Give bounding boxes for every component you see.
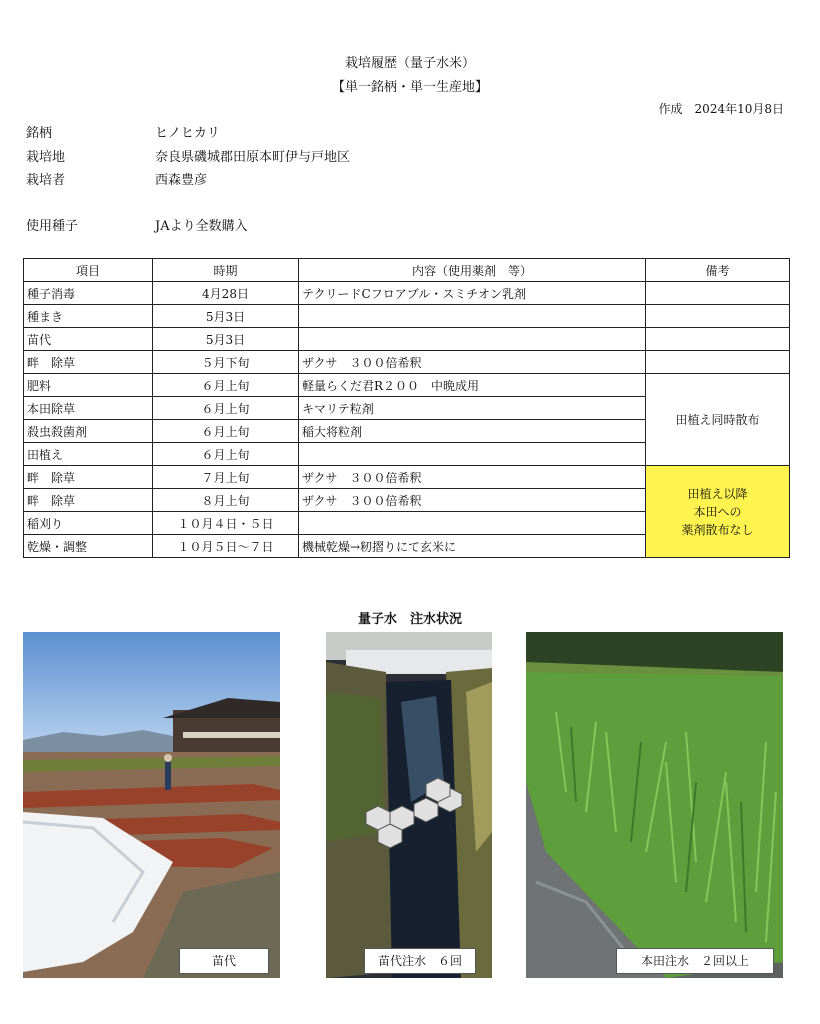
info-label-grower: 栽培者 bbox=[26, 173, 66, 188]
cell-note bbox=[646, 282, 790, 305]
cell-note bbox=[646, 351, 790, 374]
cell-note bbox=[646, 328, 790, 351]
cell-item: 畔 除草 bbox=[24, 351, 153, 374]
cell-item: 田植え bbox=[24, 443, 153, 466]
info-label-brand: 銘柄 bbox=[26, 126, 53, 141]
note-simultaneous-spray: 田植え同時散布 bbox=[646, 374, 790, 466]
cell-content: 軽量らくだ君R２００ 中晩成用 bbox=[299, 374, 646, 397]
cell-item: 乾燥・調整 bbox=[24, 535, 153, 558]
cell-item: 種子消毒 bbox=[24, 282, 153, 305]
header-note: 備考 bbox=[646, 259, 790, 282]
cell-item: 稲刈り bbox=[24, 512, 153, 535]
cell-item: 肥料 bbox=[24, 374, 153, 397]
info-value-location: 奈良県磯城郡田原本町伊与戸地区 bbox=[155, 150, 351, 165]
cell-period: ８月上旬 bbox=[153, 489, 299, 512]
info-value-grower: 西森豊彦 bbox=[155, 173, 208, 188]
info-label-seed: 使用種子 bbox=[26, 219, 79, 234]
cell-item: 畔 除草 bbox=[24, 489, 153, 512]
cell-content bbox=[299, 512, 646, 535]
paddy-water-caption: 本田注水 ２回以上 bbox=[616, 948, 774, 974]
cell-content: キマリテ粒剤 bbox=[299, 397, 646, 420]
table-row bbox=[24, 351, 790, 374]
note-no-spray-highlight bbox=[646, 466, 790, 558]
info-value-brand: ヒノヒカリ bbox=[155, 126, 220, 141]
table-row bbox=[24, 305, 790, 328]
document-subtitle: 【単一銘柄・単一生産地】 bbox=[331, 80, 488, 95]
cell-period: １０月４日・５日 bbox=[153, 512, 299, 535]
cell-content: 稲大将粒剤 bbox=[299, 420, 646, 443]
cell-period: ５月下旬 bbox=[153, 351, 299, 374]
header-content: 内容（使用薬剤 等） bbox=[299, 259, 646, 282]
table-row bbox=[24, 374, 790, 397]
cell-content: テクリードCフロアブル・スミチオン乳剤 bbox=[299, 282, 646, 305]
header-period: 時期 bbox=[153, 259, 299, 282]
photo-section-heading: 量子水 注水状況 bbox=[357, 612, 462, 627]
cell-content bbox=[299, 305, 646, 328]
cell-content bbox=[299, 443, 646, 466]
table-row bbox=[24, 328, 790, 351]
cell-item: 本田除草 bbox=[24, 397, 153, 420]
cell-content bbox=[299, 328, 646, 351]
cell-period: ６月上旬 bbox=[153, 397, 299, 420]
cell-content: ザクサ ３００倍希釈 bbox=[299, 489, 646, 512]
cell-note bbox=[646, 305, 790, 328]
cell-period: 4月28日 bbox=[153, 282, 299, 305]
cell-content: ザクサ ３００倍希釈 bbox=[299, 351, 646, 374]
seedbed-photo bbox=[23, 632, 280, 978]
cell-period: １０月５日～７日 bbox=[153, 535, 299, 558]
cell-item: 種まき bbox=[24, 305, 153, 328]
note-no-spray-text: 田植え以降 本田への 薬剤散布なし bbox=[681, 486, 754, 537]
cultivation-history-table bbox=[23, 258, 790, 558]
table-header-row bbox=[24, 259, 790, 282]
table-row bbox=[24, 282, 790, 305]
seedbed-water-photo bbox=[326, 632, 492, 978]
cell-period: ６月上旬 bbox=[153, 374, 299, 397]
cell-period: 5月3日 bbox=[153, 328, 299, 351]
creation-date: 作成 2024年10月8日 bbox=[658, 102, 784, 116]
table-row bbox=[24, 466, 790, 489]
seedbed-caption: 苗代 bbox=[179, 948, 269, 974]
info-label-location: 栽培地 bbox=[26, 150, 66, 165]
header-item: 項目 bbox=[24, 259, 153, 282]
document-title: 栽培履歴（量子水米） bbox=[344, 56, 475, 71]
cell-period: 5月3日 bbox=[153, 305, 299, 328]
cell-period: ６月上旬 bbox=[153, 420, 299, 443]
info-value-seed: JAより全数購入 bbox=[155, 219, 248, 234]
cell-item: 殺虫殺菌剤 bbox=[24, 420, 153, 443]
cell-item: 苗代 bbox=[24, 328, 153, 351]
cell-period: ６月上旬 bbox=[153, 443, 299, 466]
cell-item: 畔 除草 bbox=[24, 466, 153, 489]
paddy-water-photo bbox=[526, 632, 783, 978]
cell-content: 機械乾燥→籾摺りにて玄米に bbox=[299, 535, 646, 558]
seedbed-water-caption: 苗代注水 ６回 bbox=[364, 948, 476, 974]
cell-period: ７月上旬 bbox=[153, 466, 299, 489]
cell-content: ザクサ ３００倍希釈 bbox=[299, 466, 646, 489]
